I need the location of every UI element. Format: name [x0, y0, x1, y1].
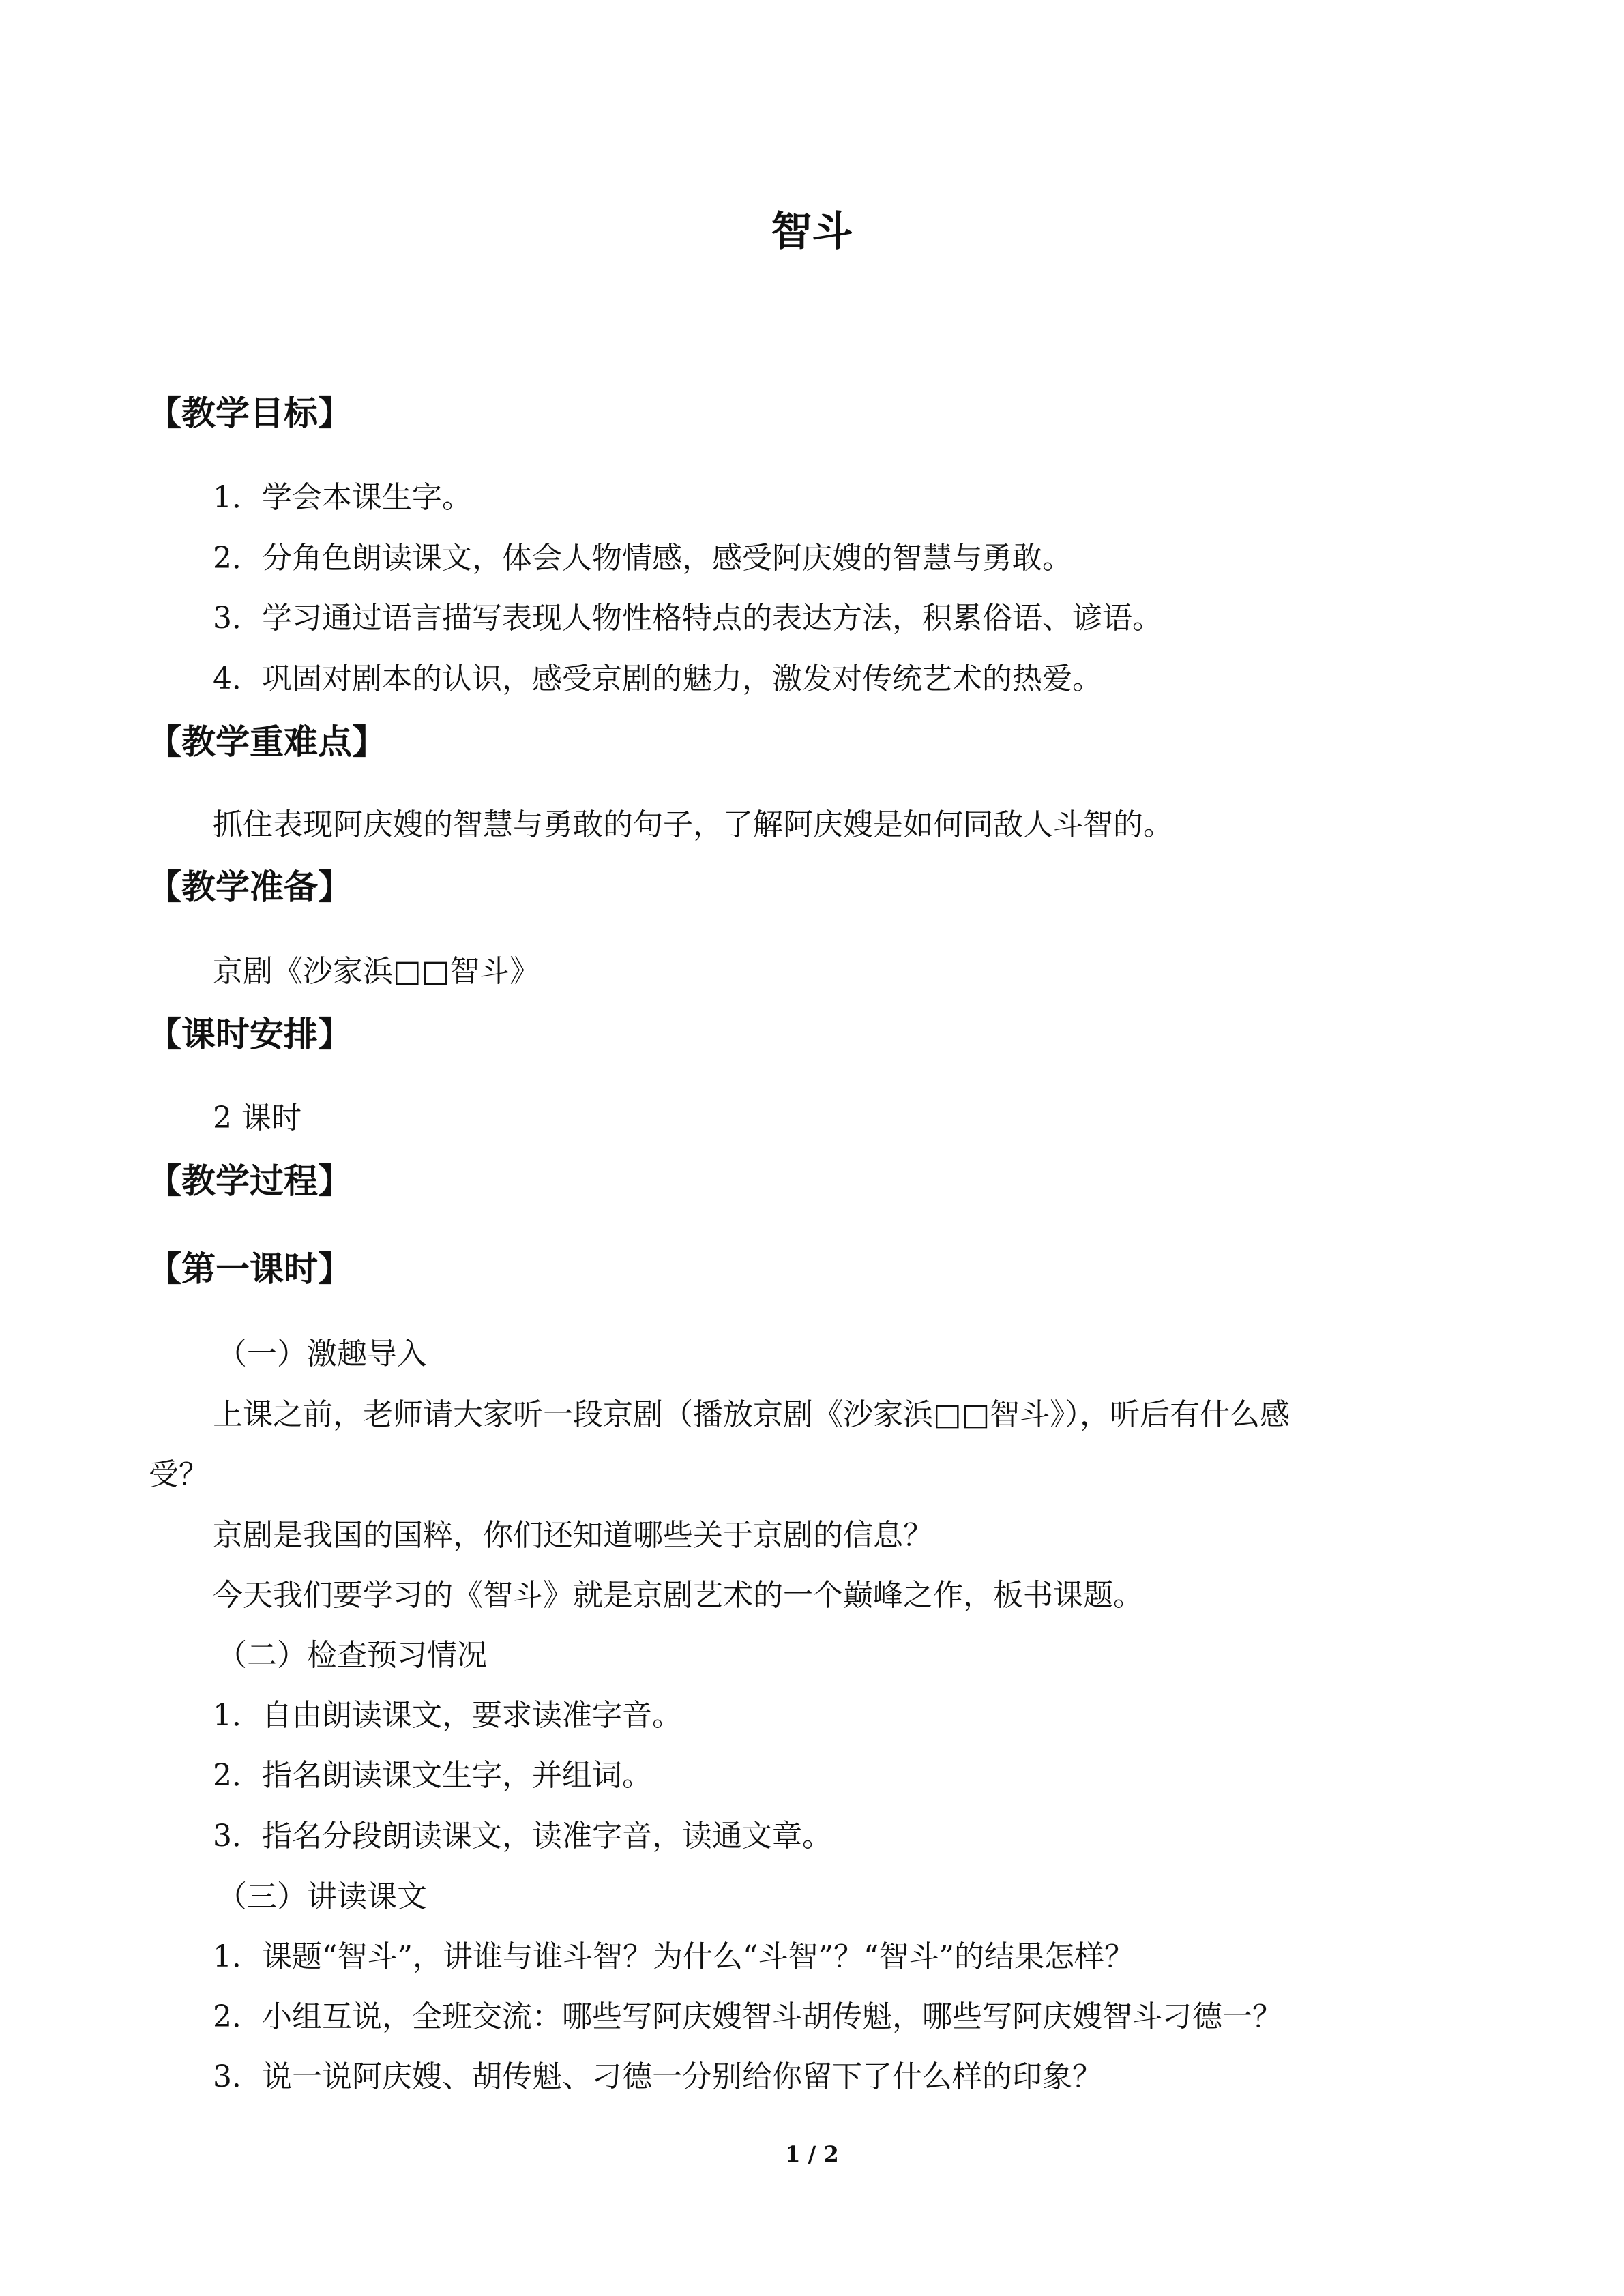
key-points-heading: 【教学重难点】 [147, 722, 386, 762]
list-item: 2．指名朗读课文生字，并组词。 [213, 1758, 652, 1793]
section-subtitle: （二）检查预习情况 [217, 1638, 487, 1673]
list-item: 1．课题“智斗”，讲谁与谁斗智？为什么“斗智”？“智斗”的结果怎样？ [213, 1939, 1134, 1974]
preparation-heading: 【教学准备】 [147, 867, 352, 907]
paragraph: 京剧是我国的国粹，你们还知道哪些关于京剧的信息？ [213, 1518, 933, 1553]
objective-item: 1．学会本课生字。 [213, 480, 472, 515]
section-subtitle: （一）激趣导入 [217, 1337, 427, 1371]
list-item: 1．自由朗读课文，要求读准字音。 [213, 1698, 682, 1733]
section-subtitle: （三）讲读课文 [217, 1879, 427, 1914]
process-heading: 【教学过程】 [147, 1161, 352, 1201]
paragraph-continuation: 受？ [149, 1457, 209, 1492]
schedule-heading: 【课时安排】 [147, 1015, 352, 1054]
key-points-text: 抓住表现阿庆嫂的智慧与勇敢的句子，了解阿庆嫂是如何同敌人斗智的。 [213, 807, 1173, 842]
objectives-heading: 【教学目标】 [147, 393, 352, 433]
list-item: 3．说一说阿庆嫂、胡传魁、刁德一分别给你留下了什么样的印象？ [213, 2059, 1102, 2094]
preparation-text: 京剧《沙家浜□□智斗》 [213, 954, 540, 989]
page-number: 1 / 2 [785, 2141, 839, 2167]
paragraph: 上课之前，老师请大家听一段京剧（播放京剧《沙家浜□□智斗》），听后有什么感 [213, 1397, 1290, 1432]
lesson1-heading: 【第一课时】 [147, 1249, 352, 1289]
paragraph: 今天我们要学习的《智斗》就是京剧艺术的一个巅峰之作，板书课题。 [213, 1578, 1143, 1613]
page-title: 智斗 [771, 208, 853, 256]
list-item: 2．小组互说，全班交流：哪些写阿庆嫂智斗胡传魁，哪些写阿庆嫂智斗刁德一？ [213, 1999, 1282, 2034]
objective-item: 3．学习通过语言描写表现人物性格特点的表达方法，积累俗语、谚语。 [213, 601, 1162, 636]
objective-item: 2．分角色朗读课文，体会人物情感，感受阿庆嫂的智慧与勇敢。 [213, 541, 1072, 576]
list-item: 3．指名分段朗读课文，读准字音，读通文章。 [213, 1819, 832, 1853]
objective-item: 4．巩固对剧本的认识，感受京剧的魅力，激发对传统艺术的热爱。 [213, 661, 1102, 696]
schedule-text: 2 课时 [213, 1101, 301, 1135]
